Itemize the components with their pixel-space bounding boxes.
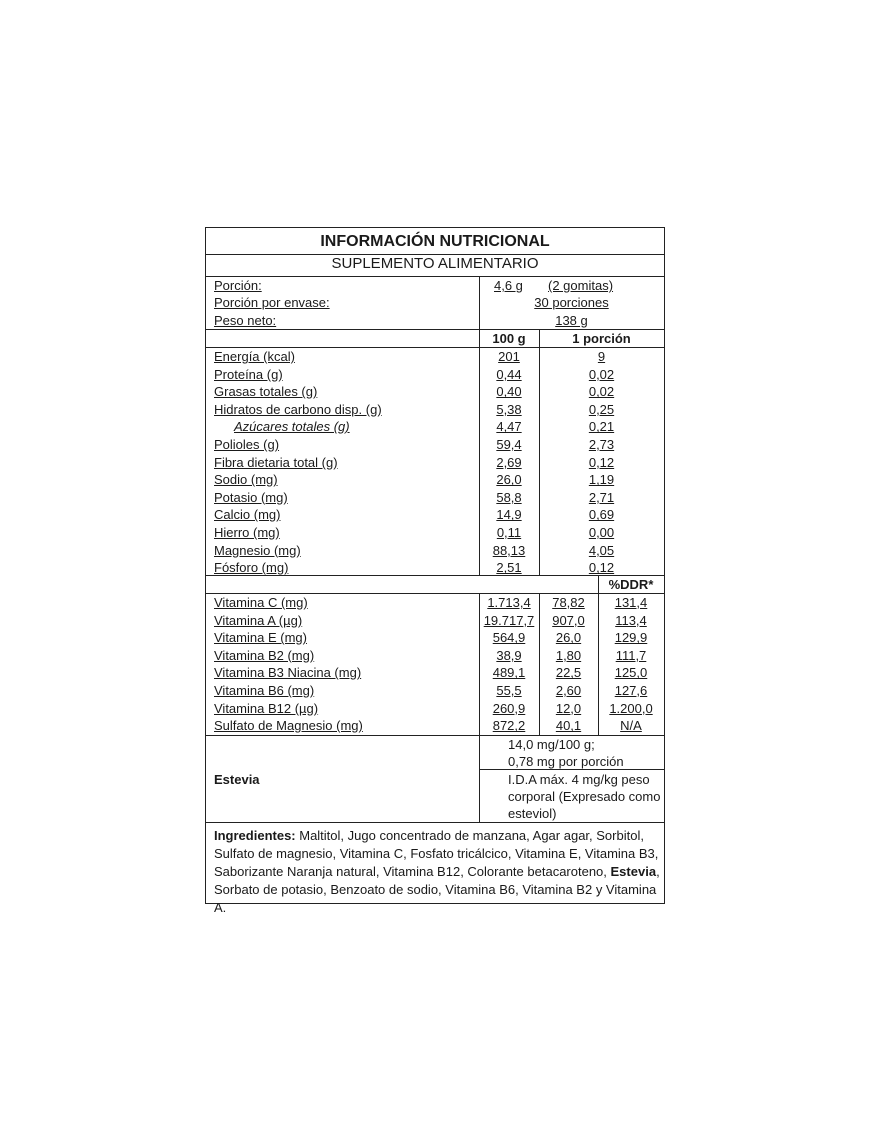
divider: [479, 769, 664, 770]
vitamin-ddr: N/A: [620, 718, 642, 734]
nutrient-name: Grasas totales (g): [214, 384, 318, 400]
vitamin-name: Sulfato de Magnesio (mg): [214, 718, 363, 734]
nutrient-per100: 0,40: [496, 384, 522, 400]
header-per100: 100 g: [492, 331, 526, 346]
vitamin-per100: 489,1: [492, 665, 526, 681]
vitamin-per-portion: 1,80: [555, 647, 582, 663]
nutrient-name: Polioles (g): [214, 437, 280, 452]
vitamin-per100: 564,9: [492, 630, 526, 646]
vitamin-name: Vitamina C (mg): [214, 595, 308, 610]
nutrient-per-portion: 0,69: [588, 507, 615, 523]
nutrient-per100: 26,0: [496, 472, 522, 488]
ingredients-text: [214, 827, 666, 917]
nutrient-per100: 14,9: [496, 507, 522, 523]
nutrition-facts-label: [205, 227, 665, 915]
stevia-amount-line: 14,0 mg/100 g;: [508, 737, 595, 752]
vitamin-ddr: 129,9: [614, 630, 648, 646]
vitamin-per-portion: 78,82: [552, 595, 585, 610]
portion-units: (2 gomitas): [548, 278, 614, 293]
ingredients-label: Ingredientes:: [214, 828, 296, 843]
vitamin-ddr: 111,7: [615, 647, 647, 663]
nutrient-per100: 58,8: [496, 489, 522, 505]
vitamin-per100: 260,9: [492, 700, 526, 716]
nutrient-per-portion: 0,12: [588, 560, 615, 576]
stevia-ida-line: corporal (Expresado como: [508, 789, 661, 804]
vitamin-per100: 1.713,4: [487, 595, 531, 610]
servings-value: 30 porciones: [534, 295, 609, 310]
stevia-ida-line: esteviol): [508, 806, 557, 821]
vitamin-per-portion: 26,0: [555, 630, 582, 646]
nutrient-per-portion: 0,00: [588, 525, 615, 540]
vitamin-per-portion: 2,60: [555, 683, 582, 698]
ingredients-list: Maltitol, Jugo concentrado de manzana, Agar agar, Sorbitol, Sulfato de magnesio, Vitamina C, Fosfato tricálcico, Vitamina E, Vitamina B3, Saborizante Naranja natural, Vitamina B12, Colorante betacaroteno,: [214, 828, 659, 879]
nutrient-name: Calcio (mg): [214, 507, 281, 523]
vitamin-per100: 55,5: [496, 683, 522, 698]
vitamin-per-portion: 22,5: [555, 665, 582, 681]
divider: [479, 735, 480, 822]
nutrient-per100: 0,44: [496, 366, 522, 382]
nutrient-name: Potasio (mg): [214, 489, 288, 505]
divider: [539, 329, 540, 575]
vitamin-per-portion: 907,0: [552, 612, 585, 628]
divider: [479, 276, 480, 575]
nutrient-name: Hierro (mg): [214, 525, 280, 540]
divider: [598, 575, 599, 735]
nutrient-per-portion: 4,05: [588, 542, 615, 558]
nutrient-per-portion: 0,12: [588, 454, 615, 470]
nutrient-per-portion: 0,02: [588, 384, 615, 400]
nutrient-per-portion: 2,73: [588, 437, 615, 452]
nutrient-name: Sodio (mg): [214, 472, 278, 488]
ingredients-list: , Sorbato de potasio, Benzoato de sodio, Vitamina B6, Vitamina B2 y Vitamina A.: [214, 864, 660, 915]
nutrient-per-portion: 9: [597, 349, 606, 364]
header-per-portion: 1 porción: [572, 331, 631, 346]
nutrient-per100: 2,51: [496, 560, 522, 576]
header-ddr: %DDR*: [608, 577, 654, 592]
vitamin-ddr: 1.200,0: [609, 700, 653, 716]
nutrient-per100: 4,47: [496, 419, 522, 435]
vitamin-name: Vitamina B6 (mg): [214, 683, 315, 698]
divider: [206, 735, 664, 736]
vitamin-per-portion: 40,1: [555, 718, 582, 734]
nutrient-name: Proteína (g): [214, 366, 283, 382]
nutrient-name: Magnesio (mg): [214, 542, 301, 558]
divider: [539, 593, 540, 735]
stevia-label: Estevia: [214, 772, 260, 787]
vitamin-name: Vitamina B2 (mg): [214, 647, 315, 663]
divider: [479, 593, 480, 735]
vitamin-per100: 872,2: [492, 718, 526, 734]
net-weight-label: Peso neto:: [214, 313, 277, 328]
vitamin-name: Vitamina A (µg): [214, 612, 303, 628]
vitamin-name: Vitamina E (mg): [214, 630, 307, 646]
divider: [206, 822, 664, 823]
nutrient-name: Azúcares totales (g): [234, 419, 350, 435]
vitamin-ddr: 127,6: [614, 683, 648, 698]
nutrient-per-portion: 1,19: [588, 472, 615, 488]
portion-grams: 4,6 g: [494, 278, 523, 293]
nutrient-per-portion: 2,71: [588, 489, 615, 505]
nutrient-per-portion: 0,02: [588, 366, 615, 382]
vitamin-per100: 38,9: [496, 647, 522, 663]
nutrient-per-portion: 0,21: [588, 419, 615, 435]
nutrient-name: Energía (kcal): [214, 349, 295, 364]
nutrient-per100: 201: [498, 349, 520, 364]
stevia-ida-line: I.D.A máx. 4 mg/kg peso: [508, 772, 650, 787]
vitamin-ddr: 131,4: [614, 595, 648, 610]
nutrient-per100: 2,69: [496, 454, 522, 470]
divider: [206, 575, 664, 576]
label-subtitle: SUPLEMENTO ALIMENTARIO: [331, 255, 539, 272]
vitamin-name: Vitamina B12 (µg): [214, 700, 319, 716]
vitamin-name: Vitamina B3 Niacina (mg): [214, 665, 362, 681]
vitamin-ddr: 113,4: [615, 612, 647, 628]
nutrient-name: Hidratos de carbono disp. (g): [214, 401, 382, 417]
nutrient-per100: 59,4: [496, 437, 522, 452]
portion-label: Porción:: [214, 278, 262, 293]
stevia-amount-line: 0,78 mg por porción: [508, 754, 624, 769]
nutrient-name: Fibra dietaria total (g): [214, 454, 338, 470]
label-title: INFORMACIÓN NUTRICIONAL: [320, 233, 550, 250]
nutrient-per100: 88,13: [492, 542, 526, 558]
nutrient-per100: 5,38: [496, 401, 522, 417]
nutrient-per-portion: 0,25: [588, 401, 615, 417]
nutrient-per100: 0,11: [496, 525, 522, 540]
vitamin-ddr: 125,0: [614, 665, 648, 681]
vitamin-per-portion: 12,0: [555, 700, 582, 716]
ingredients-highlight: Estevia: [610, 864, 657, 879]
nutrient-name: Fósforo (mg): [214, 560, 289, 576]
net-weight-value: 138 g: [555, 313, 588, 328]
servings-label: Porción por envase:: [214, 295, 330, 310]
vitamin-per100: 19.717,7: [483, 612, 535, 628]
